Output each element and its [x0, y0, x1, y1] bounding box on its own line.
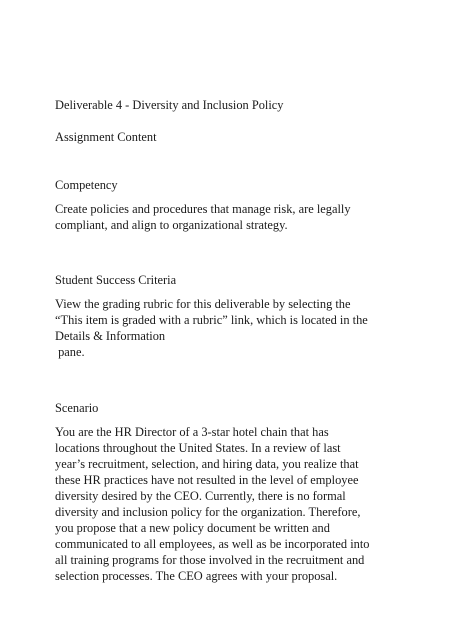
criteria-text-line: Details & Information: [55, 329, 166, 343]
document-title: Deliverable 4 - Diversity and Inclusion Policy: [55, 98, 284, 112]
scenario-text-line: locations throughout the United States. In a review of last: [55, 441, 341, 455]
scenario-text-line: you propose that a new policy document be written and: [55, 521, 330, 535]
scenario-heading: Scenario: [55, 401, 99, 415]
scenario-text-line: these HR practices have not resulted in the level of employee: [55, 473, 359, 487]
scenario-text-line: diversity desired by the CEO. Currently, there is no formal: [55, 489, 346, 503]
scenario-text-line: diversity and inclusion policy for the organization. Therefore,: [55, 505, 361, 519]
competency-text-line: compliant, and align to organizational strategy.: [55, 218, 288, 232]
competency-text-line: Create policies and procedures that manage risk, are legally: [55, 202, 351, 216]
scenario-text-line: You are the HR Director of a 3-star hotel chain that has: [55, 425, 329, 439]
criteria-text-line: pane.: [55, 345, 85, 359]
scenario-text-line: all training programs for those involved in the recruitment and: [55, 553, 365, 567]
competency-heading: Competency: [55, 178, 118, 192]
criteria-heading: Student Success Criteria: [55, 273, 177, 287]
scenario-text-line: selection processes. The CEO agrees with your proposal.: [55, 569, 338, 583]
document-subtitle: Assignment Content: [55, 130, 157, 144]
criteria-text-line: View the grading rubric for this deliverable by selecting the: [55, 297, 351, 311]
scenario-text-line: year’s recruitment, selection, and hiring data, you realize that: [55, 457, 359, 471]
criteria-text-line: “This item is graded with a rubric” link, which is located in the: [55, 313, 368, 327]
scenario-text-line: communicated to all employees, as well as be incorporated into: [55, 537, 370, 551]
